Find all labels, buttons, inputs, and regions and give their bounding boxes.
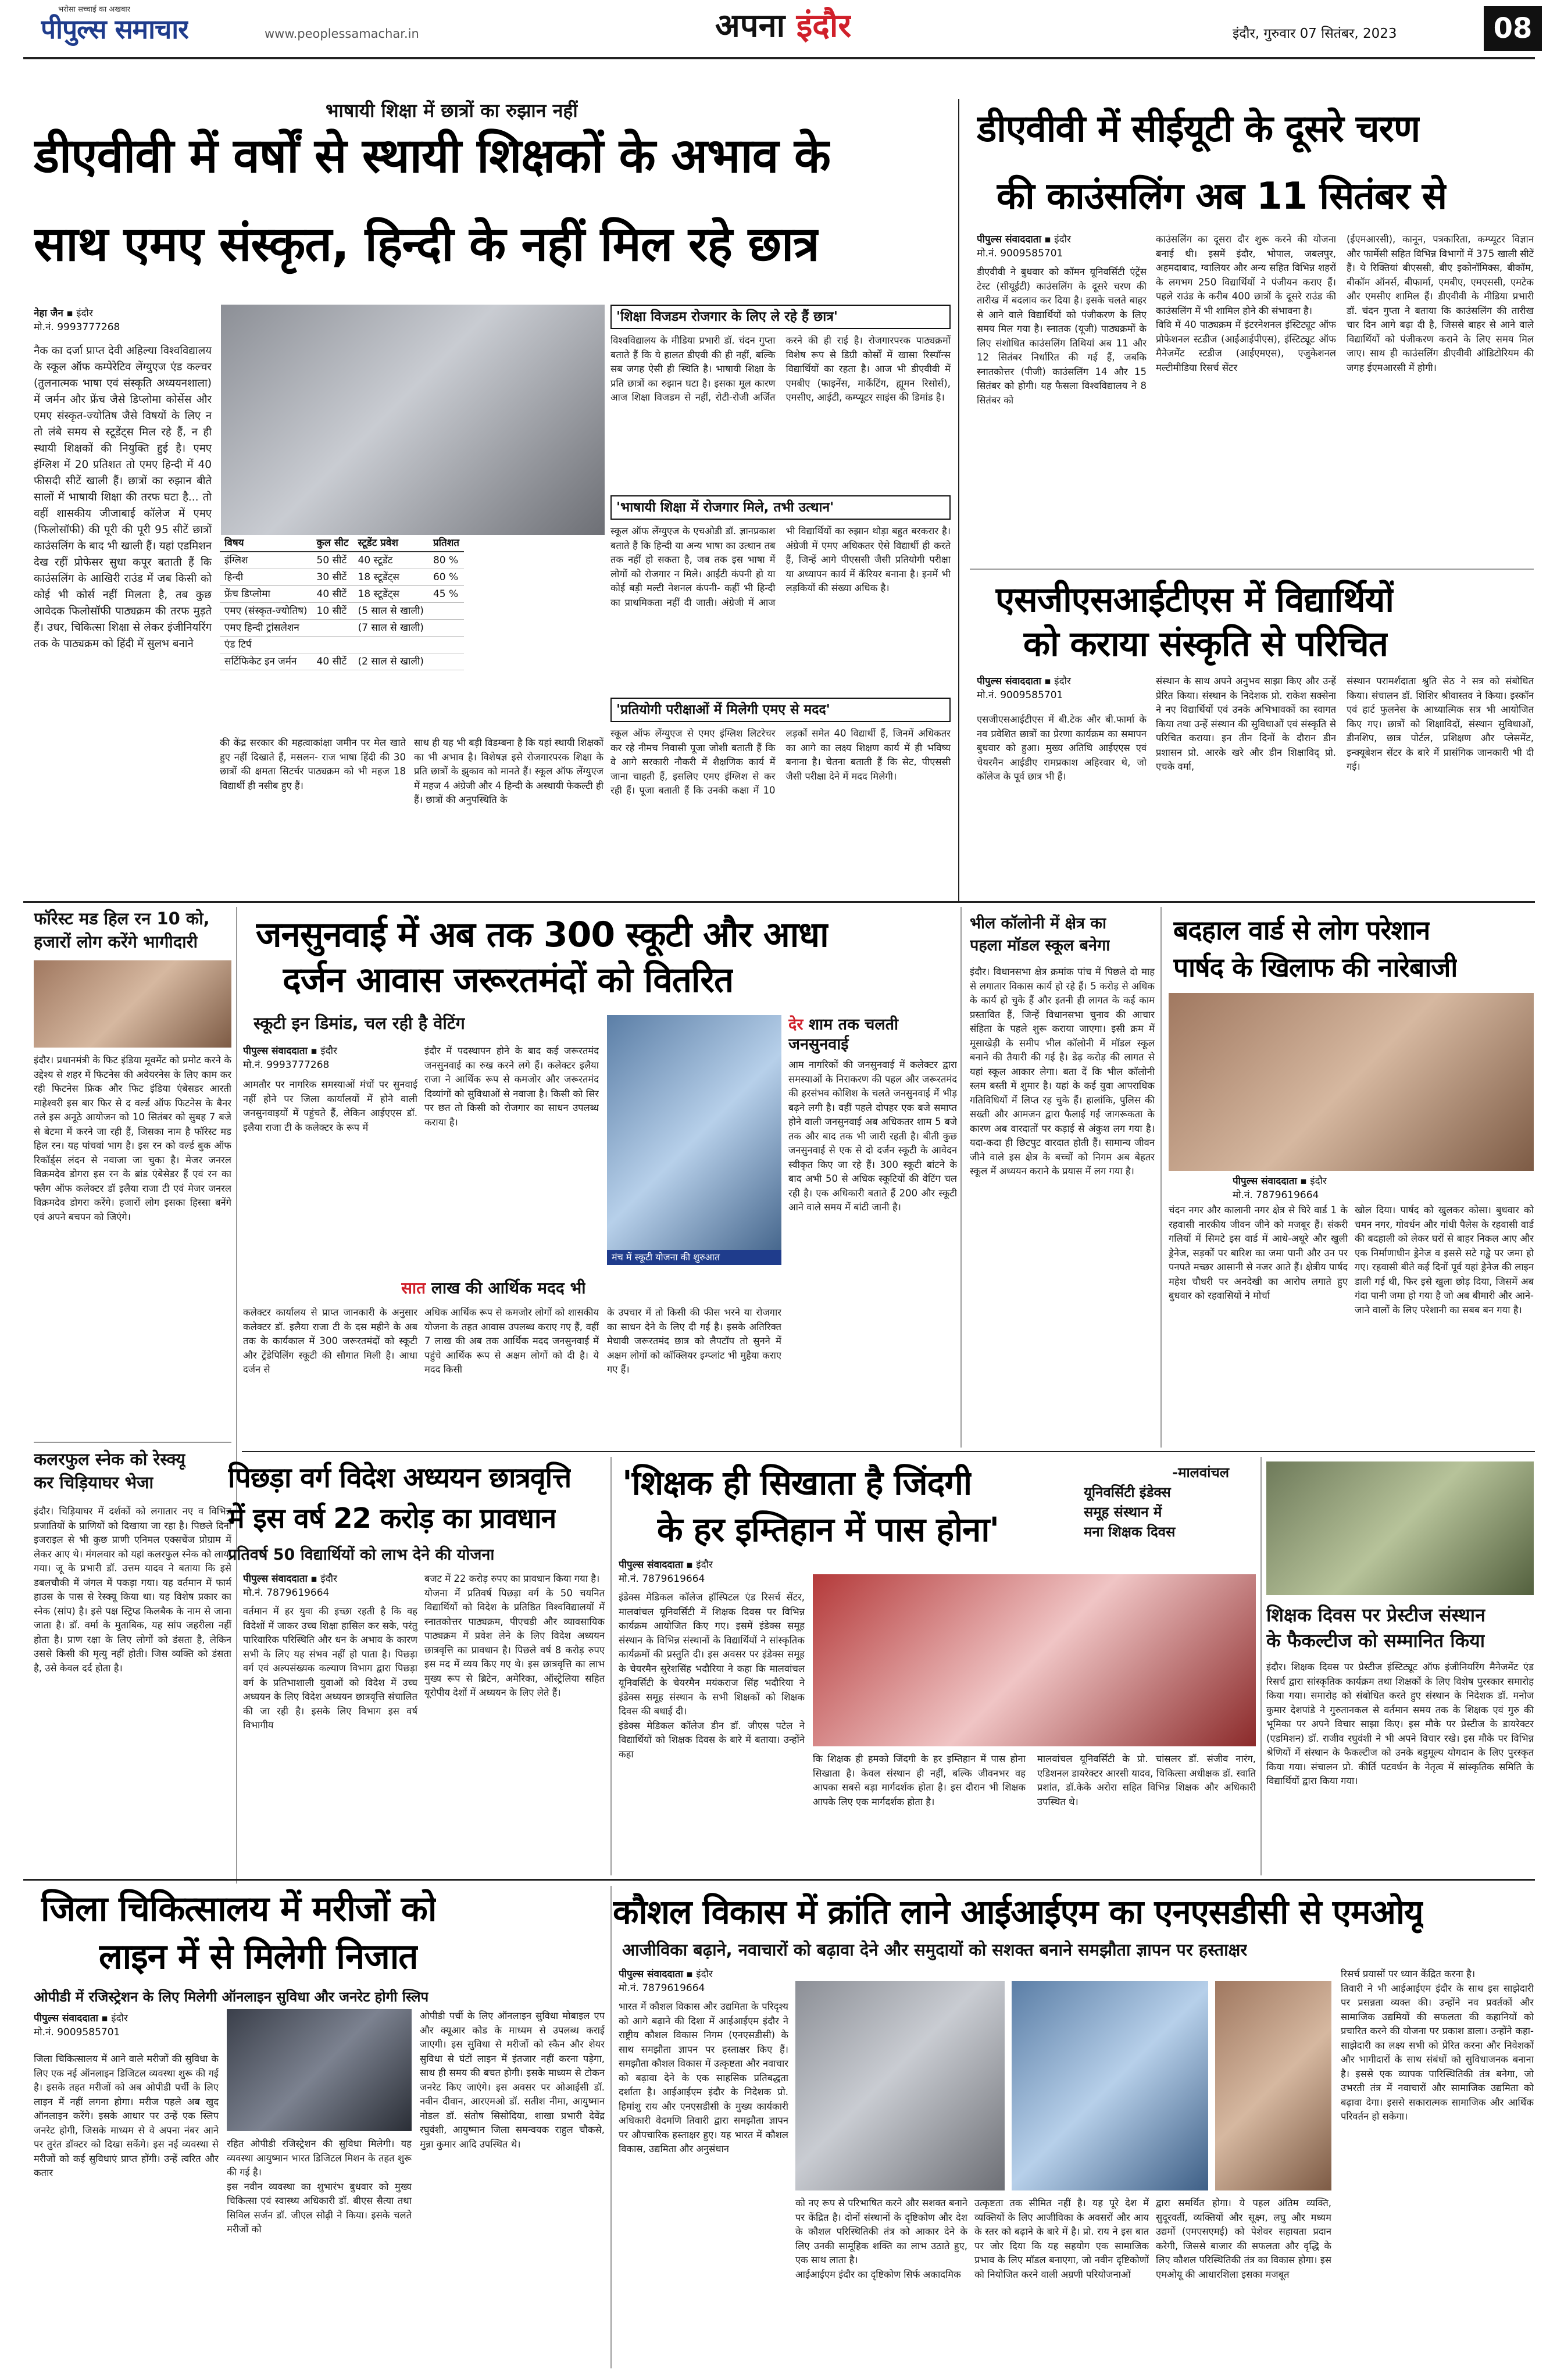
a11-text: इंदौर। शिक्षक दिवस पर प्रेस्टीज इंस्टिट्यूट ऑफ इंजीनियरिंग मैनेजमेंट एंड रिसर्च द्वारा सांस्कृतिक कार्यक्रम तथा शिक्षकों के लिए विशेष पुरस्कार समारोह किया गया। समारोह को संबोधित करते हुए संस्थान के निदेशक डॉ. मनोज कुमार देशपांडे ने गुरुतानकल से वर्तमान समय तक के शिक्षक एवं गुरु की भूमिका पर अपने विचार साझा किए। इस मौके पर प्रेस्टीज के डायरेक्टर (एडमिशन) डॉ. राजीव रघुवंशी ने भी अपने विचार रखे। इस मौके पर विभिन्न श्रेणियों में संस्थान के फैकल्टीज को उनके बहुमूल्य योगदान के लिए पुरस्कृत किया गया। संचालन प्रो. कीर्ति पटवर्धन के नेतृत्व में सांस्कृतिक समिति के विद्यार्थियों द्वारा किया गया। <box>1266 1661 1534 1786</box>
a13-byline-city: इंदौर <box>696 1968 713 1980</box>
a6-headline-1: भील कॉलोनी में क्षेत्र का <box>970 914 1107 932</box>
a4-headline-2: हजारों लोग करेंगे भागीदारी <box>34 932 198 952</box>
a1-byline-name: नेहा जैन <box>34 308 63 319</box>
a10-side-1: -मालवांचल <box>1172 1464 1229 1481</box>
a1-photo <box>221 305 605 535</box>
a10-sidebox <box>1084 1463 1252 1542</box>
a11-headline-2: के फैकल्टीज को सम्मानित किया <box>1266 1629 1485 1652</box>
a5-subhead-2-a: सात <box>401 1278 431 1298</box>
cell: 60 % <box>428 569 464 586</box>
cell: 80 % <box>428 552 464 569</box>
a1-th-subject: विषय <box>220 535 312 552</box>
a9-byline-mob: मो.नं. 7879619664 <box>243 1587 330 1599</box>
a12-byline-mob: मो.नं. 9009585701 <box>34 2027 120 2038</box>
cell: 10 सीटें <box>312 603 353 620</box>
a2-headline-1: डीएवीवी में सीईयूटी के दूसरे चरण <box>977 108 1420 151</box>
a3-col-1: एसजीएसआईटीएस में बी.टेक और बी.फार्मा के नव प्रवेशित छात्रों का प्रेरणा कार्यक्रम का समापन बुधवार को हुआ। मुख्य अतिथि आईएएस एवं चेयरमैन आईडीए रामप्रकाश अहिरवार थे, जो कॉलेज के पूर्व छात्र भी हैं। <box>977 714 1147 782</box>
a12-col-2: रहित ओपीडी रजिस्ट्रेशन की सुविधा मिलेगी। यह व्यवस्था आयुष्मान भारत डिजिटल मिशन के तहत शुरू की गई है। इस नवीन व्यवस्था का शुभारंभ बुधवार को मुख्य चिकित्सा एवं स्वास्थ्य अधिकारी डॉ. बीएस सैत्या तथा सिविल सर्जन डॉ. जीएल सोढ़ी ने किया। इसके चलते मरीजों को <box>227 2138 412 2235</box>
a13-headline: कौशल विकास में क्रांति लाने आईआईएम का एनएसडीसी से एमओयू <box>613 1892 1423 1932</box>
cell <box>428 620 464 637</box>
table-row <box>220 653 464 670</box>
a5-headline-1: जनसुनवाई में अब तक 300 स्कूटी और आधा <box>256 914 829 955</box>
cell <box>428 653 464 670</box>
a4-headline-1: फॉरेस्ट मड हिल रन 10 को, <box>34 909 210 928</box>
a1-headline-1: डीएवीवी में वर्षों से स्थायी शिक्षकों के अभाव के <box>34 128 830 184</box>
a6-text: इंदौर। विधानसभा क्षेत्र क्रमांक पांच में पिछले दो माह से लगातार विकास कार्य हो रहे हैं। 5 करोड़ से अधिक के कार्य हो चुके हैं और इतनी ही लागत के कई काम प्रस्तावित हैं, जिन्हें विधानसभा चुनाव की आचार संहिता के पहले शुरू कराया जाएगा। इसी क्रम में मूसाखेड़ी के समीप भील कॉलोनी में मॉडल स्कूल बनाने की तैयारी की गई है। डेढ़ करोड़ की लागत से यहां स्कूल आकार लेगा। बता दें कि भील कॉलोनी स्लम बस्ती में शुमार है। यहां के कई युवा आपराधिक गतिविधियों में लिप्त रह चुके हैं। हालांकि, पुलिस की सख्ती और आमजन द्वारा फैलाई गई जागरूकता के कारण अब वारदातों पर कड़ाई से अंकुश लग गया है। यदा-कदा ही छिटपुट वारदात होती हैं। सामान्य जीवन जीने वाले इस क्षेत्र के बच्चों को निगम अब बेहतर स्कूल में अध्ययन कराने के प्रयास में लग गया है। <box>970 966 1155 1177</box>
a8-headline-2: कर चिड़ियाघर भेजा <box>34 1473 154 1492</box>
a10-col-3: मालवांचल यूनिवर्सिटी के प्रो. चांसलर डॉ. संजीव नारंग, एडिशनल डायरेक्टर आरसी यादव, चिकित्सा अधीक्षक डॉ. स्वाति प्रशांत, डॉ.केके अरोरा सहित विभिन्न शिक्षक और अधिकारी उपस्थित थे। <box>1037 1753 1256 1807</box>
a1-box-2-text: स्कूल ऑफ लेंग्युएज के एचओडी डॉ. ज्ञानप्रकाश बताते हैं कि हिन्दी या अन्य भाषा का उत्थान तब तक नहीं हो सकता है, जब तक इस भाषा में लोगों को रोजगार न मिले। आईटी कंपनी हो या कोई बड़ी मल्टी नेशनल कंपनी- कहीं भी हिन्दी का प्राथमिकता नहीं दी जाती। अंग्रेजी में आज भी विद्यार्थियों का रुझान थोड़ा बहुत बरकरार है। अंग्रेजी में एमए अधिकतर ऐसे विद्यार्थी ही करते हैं, जिन्हें आगे पीएससी जैसी प्रतियोगी परीक्षा या अध्यापन कार्य में कॅरियर बनाना है। इनमें भी लड़कियों की संख्या अधिक है। <box>610 526 951 608</box>
a13-col-5: रिसर्च प्रयासों पर ध्यान केंद्रित करना है। तिवारी ने भी आईआईएम इंदौर के साथ इस साझेदारी पर प्रसन्नता व्यक्त की। उन्होंने नव प्रवर्तकों और सामाजिक उद्यमियों की सफलता की कहानियों को प्रचारित करने की योजना पर प्रकाश डाला। उन्होंने कहा- साझेदारी का लक्ष्य सभी को प्रेरित करना और निवेशकों और भागीदारों के साथ संबंधों को सुविधाजनक बनाना है। इससे एक व्यापक पारिस्थितिकी तंत्र बनेगा, जो उभरती तंत्र में नवाचारों और सामाजिक उद्यमिता को बढ़ावा देगा। इससे सकारात्मक सामाजिक और आर्थिक परिवर्तन हो सकेगा। <box>1341 1968 1534 2122</box>
a9-subhead: प्रतिवर्ष 50 विद्यार्थियों को लाभ देने की योजना <box>228 1546 495 1564</box>
a1-box-2 <box>610 495 951 681</box>
a10-side-3: समूह संस्थान में <box>1084 1504 1162 1520</box>
section-title-b: इंदौर <box>796 7 852 45</box>
a1-box-2-title: 'भाषायी शिक्षा में रोजगार मिले, तभी उत्थान' <box>610 495 951 520</box>
a7-headline-2: पार्षद के खिलाफ की नारेबाजी <box>1173 952 1458 983</box>
newspaper-logo: पीपुल्स समाचार <box>41 13 189 45</box>
a10-byline-name: पीपुल्स संवाददाता <box>619 1559 683 1571</box>
a13-byline: पीपुल्स संवाददाता ▪ इंदौर मो.नं. 7879619664 <box>619 1968 713 1994</box>
a3-byline-mob: मो.नं. 9009585701 <box>977 689 1063 701</box>
a1-byline-city: इंदौर <box>76 308 93 319</box>
cell: 18 स्टूडेंट्स <box>353 569 428 586</box>
a10-col-2: कि शिक्षक ही हमको जिंदगी के हर इम्तिहान में पास होना सिखाता है। केवल संस्थान ही नहीं, बल्कि जीवनभर वह आपका सबसे बड़ा मार्गदर्शक होता है। इस दौरान भी शिक्षक आपके लिए एक मार्गदर्शक होता है। <box>813 1753 1026 1807</box>
a3-headline-1: एसजीएसआईटीएस में विद्यार्थियों <box>995 580 1394 620</box>
a7-byline-name: पीपुल्स संवाददाता <box>1233 1175 1297 1187</box>
a10-headline-1: 'शिक्षक ही सिखाता है जिंदगी <box>622 1463 972 1503</box>
cell: एमए (संस्कृत-ज्योतिष) <box>220 603 312 620</box>
a5-headline-2: दर्जन आवास जरूरतमंदों को वितरित <box>283 960 734 1000</box>
a1-headline-2: साथ एमए संस्कृत, हिन्दी के नहीं मिल रहे छात्र <box>34 217 819 272</box>
a10-photo <box>813 1574 1256 1746</box>
a1-kicker: भाषायी शिक्षा में छात्रों का रुझान नहीं <box>326 99 578 121</box>
a13-subhead: आजीविका बढ़ाने, नवाचारों को बढ़ावा देने और समुदायों को सशक्त बनाने समझौता ज्ञापन पर हस्ताक्षर <box>622 1940 1248 1960</box>
a2-byline-mob: मो.नं. 9009585701 <box>977 248 1063 259</box>
cell <box>428 603 464 620</box>
section-title <box>715 6 851 47</box>
a11-photo <box>1266 1461 1534 1595</box>
a3-col-3: संस्थान परामर्शदाता श्रुति सेठ ने सत्र को संबोधित किया। संचालन डॉ. शिशिर श्रीवास्तव ने किया। इस्कॉन एवं हार्ट फुलनेस के आध्यात्मिक सत्र भी आयोजित किए गए। छात्रों को शिक्षाविदों, संस्थान सुविधाओं, डीनशिप, छात्र पोर्टल, प्रशिक्षण और प्लेसमेंट, इन्क्यूबेशन सेंटर के बारे में प्रासंगिक जानकारी भी दी गई। <box>1347 676 1534 772</box>
a1-th-percent: प्रतिशत <box>428 535 464 552</box>
a10-headline-2: के हर इम्तिहान में पास होना' <box>657 1510 999 1549</box>
a5-side-text: आम नागरिकों की जनसुनवाई में कलेक्टर द्वारा समस्याओं के निराकरण की पहल और जरूरतमंद की हरसंभव कोशिश के चलते जनसुनवाई में भीड़ बढ़ने लगी है। वहीं पहले दोपहर एक बजे समाप्त होने वाली जनसुनवाई अब अधिकतर शाम 5 बजे तक और बाद तक भी जारी रहती है। बीती कुछ जनसुनवाई से एक से दो दर्जन स्कूटी के आवेदन स्वीकृत किए जा रहे हैं। 300 स्कूटी बांटने के बाद अभी 50 से अधिक स्कूटियों की वेटिंग चल रही है। एक अधिकारी बताते हैं 200 और स्कूटी आने वाले समय में बांटी जानी है। <box>788 1059 957 1213</box>
a1-byline: नेहा जैन ▪ इंदौर मो.नं. 9993777268 <box>34 308 120 333</box>
cell: एमए हिन्दी ट्रांसलेशन <box>220 620 312 637</box>
a9-col-1: वर्तमान में हर युवा की इच्छा रहती है कि वह विदेशों में जाकर उच्च शिक्षा हासिल कर सके, परंतु पारिवारिक परिस्थिति और धन के अभाव के कारण सभी के लिए यह संभव नहीं हो पाता है। पिछड़ा वर्ग एवं अल्पसंख्यक कल्याण विभाग द्वारा पिछड़ा वर्ग के प्रतिभाशाली युवाओं को विदेश में उच्च अध्ययन के लिए विदेश अध्ययन छात्रवृत्ति संचालित की जा रही है। इसके लिए विभाग इस वर्ष विभागीय <box>243 1606 417 1731</box>
table-row <box>220 586 464 603</box>
table-row <box>220 603 464 620</box>
a8-text: इंदौर। चिड़ियाघर में दर्शकों को लगातार नए व विभिन्न प्रजातियों के प्राणियों को दिखाया जा रहा है। पिछले दिनों इजराइल से भी कुछ प्राणी एनिमल एक्सचेंज प्रोग्राम में लेकर आए थे। मंगलवार को यहां कलरफुल स्नेक को लाया गया। जू के प्रभारी डॉ. उत्तम यादव ने बताया कि इसे डबलचौकी में जंगल में पकड़ा गया। यह वर्तमान में फार्म हाउस के पास से रेस्क्यू किया था। यह विशेष प्रकार का स्नेक (सांप) है। इसे पक्ष स्ट्रिप्ड किलबैक के नाम से जाना जाता है। डॉ. वर्मा के मुताबिक, यह सांप जहरीला नहीं होता है। प्राण रक्षा के लिए लोगों को डंसता है, लेकिन उससे किसी की मृत्यु नहीं होती। जिस व्यक्ति को डंसता है, उसे केवल दर्द होता है। <box>34 1506 231 1674</box>
a5-subhead: स्कूटी इन डिमांड, चल रही है वेटिंग <box>253 1013 465 1033</box>
a5-subhead-2-b: लाख की आर्थिक मदद भी <box>431 1278 586 1298</box>
a9-headline-1: पिछड़ा वर्ग विदेश अध्ययन छात्रवृत्ति <box>228 1461 572 1494</box>
table-row <box>220 637 464 653</box>
a9-byline-city: इंदौर <box>320 1573 337 1585</box>
a10-col-1: इंडेक्स मेडिकल कॉलेज हॉस्पिटल एंड रिसर्च सेंटर, मालवांचल यूनिवर्सिटी में शिक्षक दिवस पर विभिन्न कार्यक्रम आयोजित किए गए। इसमें इंडेक्स समूह संस्थान के विभिन्न संस्थानों के विद्यार्थियों ने सांस्कृतिक कार्यक्रमों की प्रस्तुति दी। इस अवसर पर इंडेक्स समूह के चेयरमैन सुरेशसिंह भदौरिया ने कहा कि मालवांचल यूनिवर्सिटी के चेयरमैन मयंकराज सिंह भदौरिया ने इंडेक्स समूह संस्थान के सभी शिक्षकों को शिक्षक दिवस की बधाई दी। इंडेक्स मेडिकल कॉलेज डीन डॉ. जीएस पटेल ने विद्यार्थियों को शिक्षक दिवस के बारे में बताया। उन्होंने कहा <box>619 1592 805 1760</box>
cell: (5 साल से खाली) <box>353 603 428 620</box>
a10-byline: पीपुल्स संवाददाता ▪ इंदौर मो.नं. 7879619664 <box>619 1559 713 1585</box>
a7-col-1: चंदन नगर और कालानी नगर क्षेत्र से घिरे वार्ड 1 के रहवासी नारकीय जीवन जीने को मजबूर हैं। संकरी गलियों में सिमटे इस वार्ड में आधे-अधूरे और खुली ड्रेनेज, सड़कों पर बारिश का जमा पानी और उन पर पनपते मच्छर आसानी से नजर आते हैं। क्षेत्रीय पार्षद महेश चौधरी पर अनदेखी का आरोप लगाते हुए बुधवार को रहवासियों ने मोर्चा <box>1169 1205 1348 1301</box>
a1-table <box>220 535 606 732</box>
a1-box-3-text: स्कूल ऑफ लेंग्युएज से एमए इंग्लिश लिटरेचर कर रहे नीमच निवासी पूजा जोशी बताती हैं कि वे आगे सरकारी नौकरी में शैक्षणिक कार्य में जाना चाहती हैं, इसलिए एमए इंग्लिश से कर रही हैं। पूजा बताती हैं कि उनकी कक्षा में 10 लड़कों समेत 40 विद्यार्थी हैं, जिनमें अधिकतर का आगे का लक्ष्य शिक्षण कार्य में ही भविष्य बनाना है। चेतना बताती हैं कि सेट, पीएससी जैसी परीक्षा देने में मदद मिलेगी। <box>610 728 951 796</box>
a9-byline: पीपुल्स संवाददाता ▪ इंदौर मो.नं. 7879619664 <box>243 1573 337 1599</box>
a7-photo <box>1169 993 1534 1171</box>
a12-headline-2: लाइन में से मिलेगी निजात <box>99 1936 418 1977</box>
a10-side-2: यूनिवर्सिटी इंडेक्स <box>1084 1484 1171 1500</box>
a1-th-admission: स्टूडेंट प्रवेश <box>353 535 428 552</box>
a7-byline-city: इंदौर <box>1310 1175 1327 1187</box>
a5-side-title-c: जनसुनवाई <box>788 1035 849 1053</box>
a12-col-1: जिला चिकित्सालय में आने वाले मरीजों की सुविधा के लिए एक नई ऑनलाइन डिजिटल व्यवस्था शुरू की गई है। इसके तहत मरीजों को अब ओपीडी पर्ची के लिए लाइन में नहीं लगना होगा। मरीज पहले अब खुद ऑनलाइन करेंगे। इसके आधार पर उन्हें एक स्लिप जनरेट होगी, जिसके माध्यम से वे अपना नंबर आने पर तुरंत डॉक्टर को दिखा सकेंगे। इस नई व्यवस्था से मरीजों को कई सुविधाएं प्राप्त होंगी। उन्हें त्वरित और कतार <box>34 2053 219 2178</box>
a5-col-2: इंदौर में पदस्थापन होने के बाद कई जरूरतमंद जनसुनवाई का रुख करने लगे हैं। कलेक्टर इलैया राजा ने आर्थिक रूप से कमजोर और जरूरतमंद दिव्यांगों को सुविधाओं से नवाजा है। किसी को सिर पर छत तो किसी को रोजगार का साधन उपलब्ध कराया है। <box>424 1045 599 1128</box>
masthead <box>0 0 1557 58</box>
cell: 30 सीटें <box>312 569 353 586</box>
a13-photo-3 <box>1215 1981 1331 2190</box>
a5-col-3: कलेक्टर कार्यालय से प्राप्त जानकारी के अनुसार कलेक्टर डॉ. इलैया राजा टी के दस महीने के अब तक के कार्यकाल में 300 जरूरतमंदों को स्कूटी और ट्रेंडेपिलिंग स्कूटी की सौगात मिली है। आधा दर्जन से <box>243 1307 417 1375</box>
a1-col-1: नैक का दर्जा प्राप्त देवी अहिल्या विश्वविद्यालय के स्कूल ऑफ कम्पेरेटिव लेंग्युएज एंड कल्चर (तुलनात्मक भाषा एवं संस्कृति अध्ययनशाला) में जर्मन और फ्रेंच जैसे डिप्लोमा कोर्सेस और एमए संस्कृत-ज्योतिष जैसे विषयों के लिए न तो लंबे समय से स्टूडेंट्स मिल रहे हैं, न ही स्थायी शिक्षकों की नियुक्ति हुई है। एमए इंग्लिश में 20 प्रतिशत तो एमए हिन्दी में 40 फीसदी सीटें खाली हैं। छात्रों का रुझान बीते सालों में भाषायी शिक्षा की तरफ घटा है... तो वहीं शासकीय जीजाबाई कॉलेज में एमए (फिलोसॉफी) की पूरी की पूरी 95 सीटें छात्रों काउंसलिंग के बाद भी खाली हैं। यहां एडमिशन देख रहीं प्रोफेसर सुधा कपूर बताती हैं कि काउंसलिंग के आखिरी राउंड में जब किसी को कोई भी कोर्स नहीं मिलता है, तब कुछ आवेदक फिलोसॉफी पाठ्यक्रम की तरफ मुड़ते हैं। उधर, चिकित्सा शिक्षा से लेकर इंजीनियरिंग तक के पाठ्यक्रम को हिंदी में सुलभ बनाने <box>34 345 212 650</box>
a12-photo <box>227 2009 412 2131</box>
a12-subhead: ओपीडी में रजिस्ट्रेशन के लिए मिलेगी ऑनलाइन सुविधा और जनरेट होगी स्लिप <box>34 1989 429 2005</box>
a13-byline-name: पीपुल्स संवाददाता <box>619 1968 683 1980</box>
table-row <box>220 569 464 586</box>
cell: 40 स्टूडेंट <box>353 552 428 569</box>
a1-box-1-title: 'शिक्षा विजडम रोजगार के लिए ले रहे हैं छात्र' <box>610 305 951 329</box>
a1-col-mid-2: साथ ही यह भी बड़ी विडम्बना है कि यहां स्थायी शिक्षकों का भी अभाव है। विशेषज्ञ इसे रोजगारपरक शिक्षा के प्रति छात्रों के झुकाव को मानते हैं। स्कूल ऑफ लेंग्युएज में महज 4 अंग्रेजी और 4 हिन्दी के अस्थायी फेकल्टी ही हैं। छात्रों की अनुपस्थिति के <box>414 737 603 805</box>
a5-photo-caption: मंच में स्कूटी योजना की शुरुआत <box>607 1250 781 1265</box>
cell: (7 साल से खाली) <box>353 620 428 637</box>
cell: सर्टिफिकेट इन जर्मन <box>220 653 312 670</box>
a12-byline-city: इंदौर <box>111 2013 128 2024</box>
a5-side-title <box>788 1015 957 1055</box>
cell <box>428 637 464 653</box>
a13-byline-mob: मो.नं. 7879619664 <box>619 1982 705 1994</box>
a10-side-4: मना शिक्षक दिवस <box>1084 1524 1176 1540</box>
a9-headline-2: में इस वर्ष 22 करोड़ का प्रावधान <box>228 1502 556 1535</box>
a7-headline-1: बदहाल वार्ड से लोग परेशान <box>1173 914 1430 946</box>
a13-col-1: भारत में कौशल विकास और उद्यमिता के परिदृश्य को आगे बढ़ाने की दिशा में आईआईएम इंदौर ने राष्ट्रीय कौशल विकास निगम (एनएसडीसी) के साथ समझौता ज्ञापन पर हस्ताक्षर किए हैं। समझौता कौशल विकास में उत्कृष्टता और नवाचार को बढ़ावा देने के एक साहसिक प्रतिबद्धता दर्शाता है। आईआईएम इंदौर के निदेशक प्रो. हिमांशु राय और एनएसडीसी के मुख्य कार्यकारी अधिकारी वेदमणि तिवारी द्वारा समझौता ज्ञापन पर औपचारिक हस्ताक्षर हुए। यह भारत में कौशल विकास, उद्यमिता और अनुसंधान <box>619 2001 788 2154</box>
a3-col-2: संस्थान के साथ अपने अनुभव साझा किए और उन्हें प्रेरित किया। संस्थान के निदेशक प्रो. राकेश सक्सेना ने नए विद्यार्थियों एवं उनके अभिभावकों का स्वागत किया तथा उन्हें संस्थान की सुविधाओं एवं संस्कृति से परिचित कराया। इन तीन दिनों के दौरान डीन प्रशासन प्रो. आरके खरे और डीन शिक्षाविद् प्रो. एचके वर्मा, <box>1156 676 1336 772</box>
a13-col-4: द्वारा समर्थित होगा। ये पहल अंतिम व्यक्ति, सुदूरवर्ती, व्यक्तियों और सूक्ष्म, लघु और मध्यम उद्यमों (एमएसएमई) को पेशेवर सहायता प्रदान करेगी, जिससे बाजार की सफलता और वृद्धि के लिए कौशल परिस्थितिकी तंत्र का विकास होगा। इस एमओयू की आधारशिला इसका मजबूत <box>1156 2197 1331 2280</box>
a8-headline-1: कलरफुल स्नेक को रेस्क्यू <box>34 1449 185 1469</box>
a12-byline-name: पीपुल्स संवाददाता <box>34 2013 98 2024</box>
dateline: इंदौर, गुरुवार 07 सितंबर, 2023 <box>1233 26 1397 41</box>
a1-box-1-text: विश्वविद्यालय के मीडिया प्रभारी डॉ. चंदन गुप्ता बताते हैं कि ये हालत डीएवी की ही नहीं, बल्कि सब जगह ऐसी ही स्थिति है। भाषायी शिक्षा के प्रति छात्रों का रुझान घटा है। इसका मूल कारण आज शिक्षा विजडम से नहीं, रोटी-रोजी अर्जित करने की ही राई है। रोजगारपरक पाठ्यक्रमों विशेष रूप से डिग्री कोर्सों में खासा रिस्पॉन्स विद्यार्थियों का रहता है। आज भी डीएवीवी में एमबीए (फाइनेंस, मार्केटिंग, ह्यूमन रिसोर्स), एमसीए, आईटी, कम्प्यूटर साइंस की डिमांड है। <box>610 335 951 403</box>
a5-photo <box>607 1015 781 1265</box>
cell: इंग्लिश <box>220 552 312 569</box>
cell: फ्रेंच डिप्लोमा <box>220 586 312 603</box>
a5-col-1: आमतौर पर नागरिक समस्याओं मंचों पर सुनवाई नहीं होने पर जिला कार्यालयों में होने वाली जनसुनवाइयों में पहुंचते हैं, लेकिन आईएएस डॉ. इलैया राजा टी के कलेक्टर के रूप में <box>243 1079 417 1133</box>
a11-headline-1: शिक्षक दिवस पर प्रेस्टीज संस्थान <box>1266 1604 1485 1626</box>
a4-text: इंदौर। प्रधानमंत्री के फिट इंडिया मूवमेंट को प्रमोट करने के उद्देश्य से शहर में फिटनेस की अवेयरनेस के लिए काम कर रही फिटनेस फ्रिक और फिट इंडिया एंबेसडर आरती माहेश्वरी इस बार फिर से द वर्ल्ड ऑफ फिटनेस के बैनर तले इस अनूठे आयोजन को 10 सितंबर को सुबह 7 बजे से बेटमा में करने जा रही हैं, जिसका नाम है फॉरेस्ट मड हिल रन। यह पांचवां भाग है। इस रन को वर्ल्ड बुक ऑफ रिकॉर्ड्स लंदन से नवाजा जा चुका है। मेजर जनरल विक्रमदेव डोगरा इस रन के ब्रांड एंबेसेडर हैं एवं रन का फ्लैग ऑफ कलेक्टर डॉ इलैया राजा टी एवं मेजर जनरल विक्रमदेव डोगरा करेंगे। हजारों लोग इसका हिस्सा बनेंगे एवं अपने बचपन को जिएंगे। <box>34 1055 231 1223</box>
a13-col-2: को नए रूप से परिभाषित करने और सशक्त बनाने पर केंद्रित है। दोनों संस्थानों के दृष्टिकोण और देश के कौशल परिस्थितिकी तंत्र को आकार देने के लिए उनकी सामूहिक शक्ति का लाभ उठाते हुए, एक साथ लाता है। आईआईएम इंदौर का दृष्टिकोण सिर्फ अकादमिक <box>795 2197 967 2280</box>
cell: एंड टिर्प <box>220 637 312 653</box>
a7-col-2: खोल दिया। पार्षद को खुलकर कोसा। बुधवार को चमन नगर, गोवर्धन और गांधी पैलेस के रहवासी वार्ड की बदहाली को लेकर घरों से बाहर निकल आए और एक निर्माणाधीन ड्रेनेज व इससे सटे गड्ढे पर जमा हो गए। रहवासी बीते कई दिनों पूर्व यहां ड्रेनेज की लाइन डाली गई थी, फिर इसे खुला छोड़ दिया, जिसमें अब गंदा पानी जमा हो गया है जो अब बीमारी और आने-जाने वालों के लिए परेशानी का सबब बन गया है। <box>1355 1205 1534 1316</box>
a1-box-3-title: 'प्रतियोगी परीक्षाओं में मिलेगी एमए से मदद' <box>610 698 951 722</box>
a2-col-3: (ईएमआरसी), कानून, पत्रकारिता, कम्प्यूटर विज्ञान और फार्मेसी सहित विभिन्न विभागों में 375 खाली सीटें हैं। ये रिक्तियां बीएससी, बीए इकोनॉमिक्स, बीकॉम, बीकॉम ऑनर्स, बीफार्मा, एमबीए, एमएससी, एमटेक और एमसीए शामिल हैं। डीएवीवी के मीडिया प्रभारी डॉ. चंदन गुप्ता ने बताया कि काउंसलिंग की तारीख चार दिन आगे बढ़ा दी है, जिससे बाहर से आने वाले विद्यार्थियों को पंजीकरण कराने के लिए समय मिल जाए। साथ ही काउंसलिंग डीएवीवी ऑडिटोरियम की जगह ईएमआरसी में होगी। <box>1347 234 1534 373</box>
a2-byline-city: इंदौर <box>1054 234 1071 245</box>
a5-side-title-a: देर <box>788 1016 809 1034</box>
a1-box-3 <box>610 698 951 895</box>
a5-byline-city: इंदौर <box>320 1045 337 1057</box>
cell <box>312 620 353 637</box>
a2-byline: पीपुल्स संवाददाता ▪ इंदौर मो.नं. 9009585701 <box>977 234 1071 259</box>
a9-byline-name: पीपुल्स संवाददाता <box>243 1573 308 1585</box>
section-title-a: अपना <box>715 7 797 45</box>
a10-byline-mob: मो.नं. 7879619664 <box>619 1573 705 1585</box>
a2-col-2: काउंसलिंग का दूसरा दौर शुरू करने की योजना बनाई थी। इसमें इंदौर, भोपाल, जबलपुर, अहमदाबाद, ग्वालियर और अन्य सहित विभिन्न शहरों के लगभग 250 विद्यार्थियों ने पंजीयन कराए हैं। पहले राउंड के करीब 400 छात्रों के दूसरे राउंड की काउंसलिंग में भी शामिल होने की संभावना है। विवि में 40 पाठ्यक्रम में इंटरनेशनल इंस्टिट्यूट ऑफ प्रोफेशनल स्टडीज (आईआईपीएस), इंस्टिट्यूट ऑफ मैनेजमेंट स्टडीज (आईएमएस), एजुकेशनल मल्टीमीडिया रिसर्च सेंटर <box>1156 234 1336 373</box>
cell <box>353 637 428 653</box>
website-text[interactable]: www.peoplessamachar.in <box>265 27 419 41</box>
a12-headline-1: जिला चिकित्सालय में मरीजों को <box>41 1889 437 1929</box>
a2-headline-2: की काउंसलिंग अब 11 सितंबर से <box>997 175 1447 218</box>
a5-byline: पीपुल्स संवाददाता ▪ इंदौर मो.नं. 9993777268 <box>243 1045 337 1071</box>
a9-col-2: बजट में 22 करोड़ रुपए का प्रावधान किया गया है। योजना में प्रतिवर्ष पिछड़ा वर्ग के 50 चयनित विद्यार्थियों को विदेश के प्रतिष्ठित विश्वविद्यालयों में स्नातकोत्तर पाठ्यक्रम, पीएचडी और व्यावसायिक पाठ्यक्रम में प्रवेश लेने के लिए विदेश अध्ययन छात्रवृत्ति का प्रावधान है। पिछले वर्ष 8 करोड़ रुपए इस मद में व्यय किए गए थे। इस छात्रवृत्ति का लाभ मुख्य रूप से ब्रिटेन, अमेरिका, ऑस्ट्रेलिया सहित यूरोपीय देशों में अध्ययन के लिए लेते हैं। <box>424 1573 605 1698</box>
a5-col-4: अधिक आर्थिक रूप से कमजोर लोगों को शासकीय योजना के तहत आवास उपलब्ध कराए गए हैं, वहीं 7 लाख की अब तक आर्थिक मदद जनसुनवाई में पहुंचे आर्थिक रूप से अक्षम लोगों को दी है। ये मदद किसी <box>424 1307 599 1375</box>
table-row <box>220 620 464 637</box>
cell: 45 % <box>428 586 464 603</box>
logo-tagline: भरोसा सच्चाई का अखबार <box>58 5 131 14</box>
a10-byline-city: इंदौर <box>696 1559 713 1571</box>
a3-headline-2: को कराया संस्कृति से परिचित <box>1023 624 1388 664</box>
cell: (2 साल से खाली) <box>353 653 428 670</box>
a13-col-3: उत्कृष्टता तक सीमित नहीं है। यह पूरे देश में व्यक्तियों के लिए आजीविका के अवसरों और आय के स्तर को बढ़ाने के बारे में है। प्रो. राय ने इस बात पर जोर दिया कि यह सहयोग एक सामाजिक प्रभाव के लिए मॉडल बनाएगा, जो नवीन दृष्टिकोणों को नियोजित करने वाली अग्रणी परियोजनाओं <box>974 2197 1149 2280</box>
a1-th-seats: कुल सीट <box>312 535 353 552</box>
table-row <box>220 552 464 569</box>
a5-byline-name: पीपुल्स संवाददाता <box>243 1045 308 1057</box>
a1-col-mid-1: की केंद्र सरकार की महत्वाकांक्षा जमीन पर मेल खाते हुए नहीं दिखाते हैं, मसलन- राज भाषा हिंदी की 30 छात्रों की क्षमता सिटर्चर पाठ्यक्रम को भी महज 18 विद्यार्थी ही नसीब हुए हैं। <box>220 737 406 791</box>
a12-col-3: ओपीडी पर्ची के लिए ऑनलाइन सुविधा मोबाइल एप और क्यूआर कोड के माध्यम से उपलब्ध कराई जाएगी। इस सुविधा से मरीजों को स्कैन और शेयर सुविधा से घंटों लाइन में इंतजार नहीं करना पड़ेगा, साथ ही समय की बचत होगी। इसके माध्यम से टोकन जनरेट किए जाएंगे। इस अवसर पर ओआईसी डॉ. नवीन दीवान, आरएमओ डॉ. सतीश नीमा, आयुष्मान नोडल डॉ. संतोष सिसोदिया, शाखा प्रभारी देवेंद्र रघुवंशी, आयुष्मान जिला समन्वयक राहुल चौकसे, मुन्ना कुमार आदि उपस्थित थे। <box>420 2010 605 2150</box>
a6-headline-2: पहला मॉडल स्कूल बनेगा <box>970 937 1110 955</box>
a7-byline-mob: मो.नं. 7879619664 <box>1233 1189 1319 1201</box>
a3-byline-city: इंदौर <box>1054 676 1071 687</box>
cell: 40 सीटें <box>312 653 353 670</box>
a2-col-1: डीएवीवी ने बुधवार को कॉमन यूनिवर्सिटी एंट्रेंस टेस्ट (सीयूईटी) काउंसलिंग के दूसरे चरण की तारीख में बदलाव कर दिया है। इसके चलते बाहर से आने वाले विद्यार्थियों को पंजीकरण के लिए समय मिल गया है। स्नातक (यूजी) पाठ्यक्रमों के लिए संशोधित काउंसलिंग तिथियां अब 11 और 12 सितंबर निर्धारित की गई हैं, जबकि स्नातकोत्तर (पीजी) काउंसलिंग 14 और 15 सितंबर को होगी। यह फैसला विश्वविद्यालय ने 8 सितंबर को <box>977 266 1147 406</box>
page-number: 08 <box>1484 6 1542 51</box>
a5-side-title-b: शाम तक चलती <box>808 1016 899 1034</box>
a1-seat-table <box>220 535 464 670</box>
a1-byline-mob: मो.नं. 9993777268 <box>34 321 120 333</box>
cell: 50 सीटें <box>312 552 353 569</box>
a5-byline-mob: मो.नं. 9993777268 <box>243 1059 330 1071</box>
a13-photo-1 <box>795 1981 1005 2190</box>
a4-photo <box>34 960 231 1048</box>
a1-box-1 <box>610 305 951 485</box>
a5-col-5: के उपचार में तो किसी की फीस भरने या रोजगार का साधन देने के लिए दी गई है। इसके अतिरिक्त मेधावी जरूरतमंद छात्र को लैपटॉप तो सुनने में अक्षम लोगों को कॉक्लियर इम्प्लांट भी मुहैया कराए गए हैं। <box>607 1307 781 1375</box>
a7-byline: पीपुल्स संवाददाता ▪ इंदौर मो.नं. 7879619664 <box>1233 1175 1327 1201</box>
cell <box>312 637 353 653</box>
cell: 18 स्टूडेंट्स <box>353 586 428 603</box>
a5-subhead-2 <box>401 1277 585 1299</box>
a3-byline: पीपुल्स संवाददाता ▪ इंदौर मो.नं. 9009585701 <box>977 676 1071 701</box>
cell: 40 सीटें <box>312 586 353 603</box>
cell: हिन्दी <box>220 569 312 586</box>
a3-byline-name: पीपुल्स संवाददाता <box>977 676 1041 687</box>
a2-byline-name: पीपुल्स संवाददाता <box>977 234 1041 245</box>
a12-byline: पीपुल्स संवाददाता ▪ इंदौर मो.नं. 9009585701 <box>34 2013 128 2038</box>
a13-photo-2 <box>1012 1981 1208 2190</box>
